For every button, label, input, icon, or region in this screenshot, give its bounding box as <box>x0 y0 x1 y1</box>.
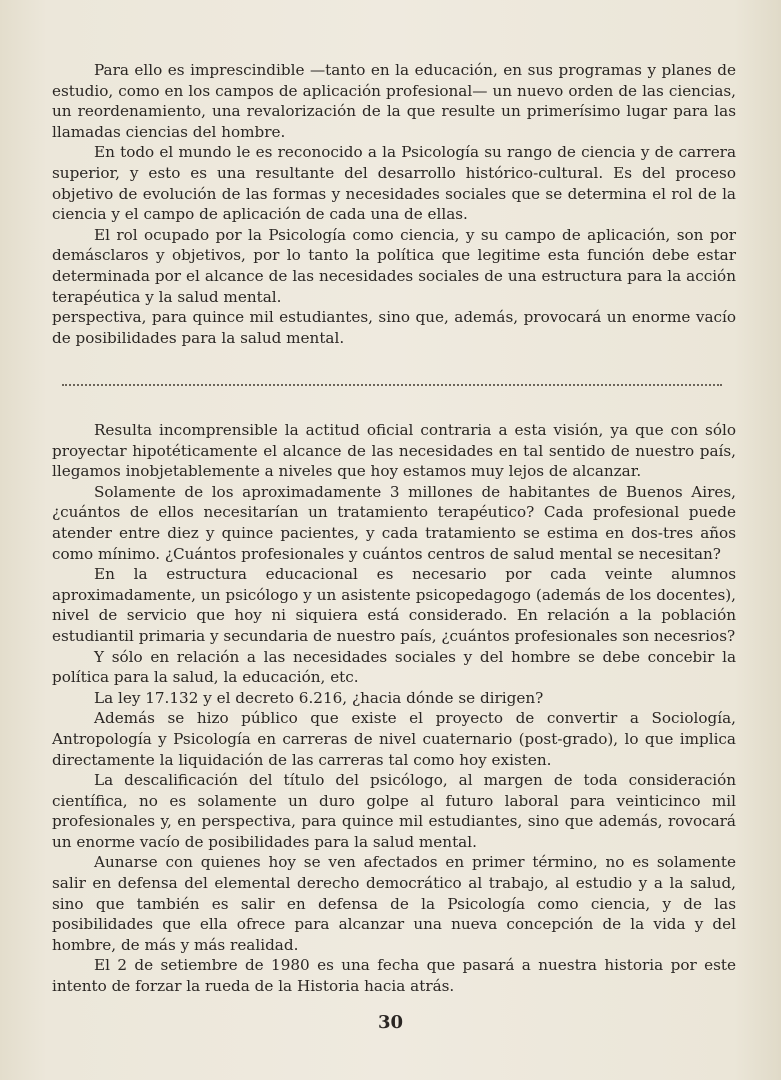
paragraph: La descalificación del título del psicólogo, al margen de toda consideración científica, no es solamente un duro golpe al futuro laboral para veinticinco mil profesionales y, en perspectiva, para quince mil estudiantes, sino que además, rovocará un enorme vacío de posibilidades para la salud mental. <box>52 771 736 851</box>
paragraph: La ley 17.132 y el decreto 6.216, ¿hacia dónde se dirigen? <box>94 688 544 707</box>
page-number: 30 <box>377 1012 404 1033</box>
paragraph: Para ello es imprescindible —tanto en la educación, en sus programas y planes de estudio, como en los campos de aplicación profesional— un nuevo orden de las ciencias, un reordenamiento, una revalorización de la que resulte un primerísimo lugar para las llamadas ciencias del hombre. <box>52 61 736 141</box>
dotted-separator <box>62 384 722 386</box>
top-text-block <box>52 60 736 348</box>
paragraph: Y sólo en relación a las necesidades sociales y del hombre se debe concebir la política para la salud, la educación, etc. <box>52 647 736 687</box>
paragraph: En la estructura educacional es necesario por cada veinte alumnos aproximadamente, un psicólogo y un asistente psicopedagogo (además de los docentes), nivel de servicio que hoy ni siquiera está considerado. En relación a la población estudiantil primaria y secundaria de nuestro país, ¿cuántos profesionales son necesrios? <box>52 565 736 645</box>
paragraph: El 2 de setiembre de 1980 es una fecha que pasará a nuestra historia por este intento de forzar la rueda de la Historia hacia atrás. <box>52 956 736 996</box>
paragraph: Resulta incomprensible la actitud oficial contraria a esta visión, ya que con sólo proyectar hipotéticamente el alcance de las necesidades en tal sentido de nuestro país, llegamos inobjetablemente a niveles que hoy estamos muy lejos de alcanzar. <box>52 421 736 481</box>
paragraph: Solamente de los aproximadamente 3 millones de habitantes de Buenos Aires, ¿cuántos de ellos necesitarían un tratamiento terapéutico? Cada profesional puede atender entre diez y quince pacientes, y cada tratamiento se estima en dos-tres años como mínimo. ¿Cuántos profesionales y cuántos centros de salud mental se necesitan? <box>52 482 736 563</box>
paragraph-fragment: perspectiva, para quince mil estudiantes, sino que, además, provocará un enorme vacío de posibilidades para la salud mental. <box>52 308 736 347</box>
paragraph: Aunarse con quienes hoy se ven afectados en primer término, no es solamente salir en defensa del elemental derecho democrático al trabajo, al estudio y a la salud, sino que también es salir en defensa de la Psicología como ciencia, y de las posibilidades que ella ofrece para alcanzar una nueva concepción de la vida y del hombre, de más y más realidad. <box>52 853 736 954</box>
paragraph: En todo el mundo le es reconocido a la Psicología su rango de ciencia y de carrera superior, y esto es una resultante del desarrollo histórico-cultural. Es del proceso objetivo de evolución de las formas y necesidades sociales que se determina el rol de la ciencia y el campo de aplicación de cada una de ellas. <box>52 143 736 224</box>
main-text-block <box>52 420 736 997</box>
paragraph: El rol ocupado por la Psicología como ciencia, y su campo de aplicación, son por demásclaros y objetivos, por lo tanto la política que legitime esta función debe estar determinada por el alcance de las necesidades sociales de una estructura para la acción terapéutica y la salud mental. <box>52 225 736 306</box>
paragraph: Además se hizo público que existe el proyecto de convertir a Sociología, Antropología y Psicología en carreras de nivel cuaternario (post-grado), lo que implica directamente la liquidación de las carreras tal como hoy existen. <box>52 709 736 769</box>
